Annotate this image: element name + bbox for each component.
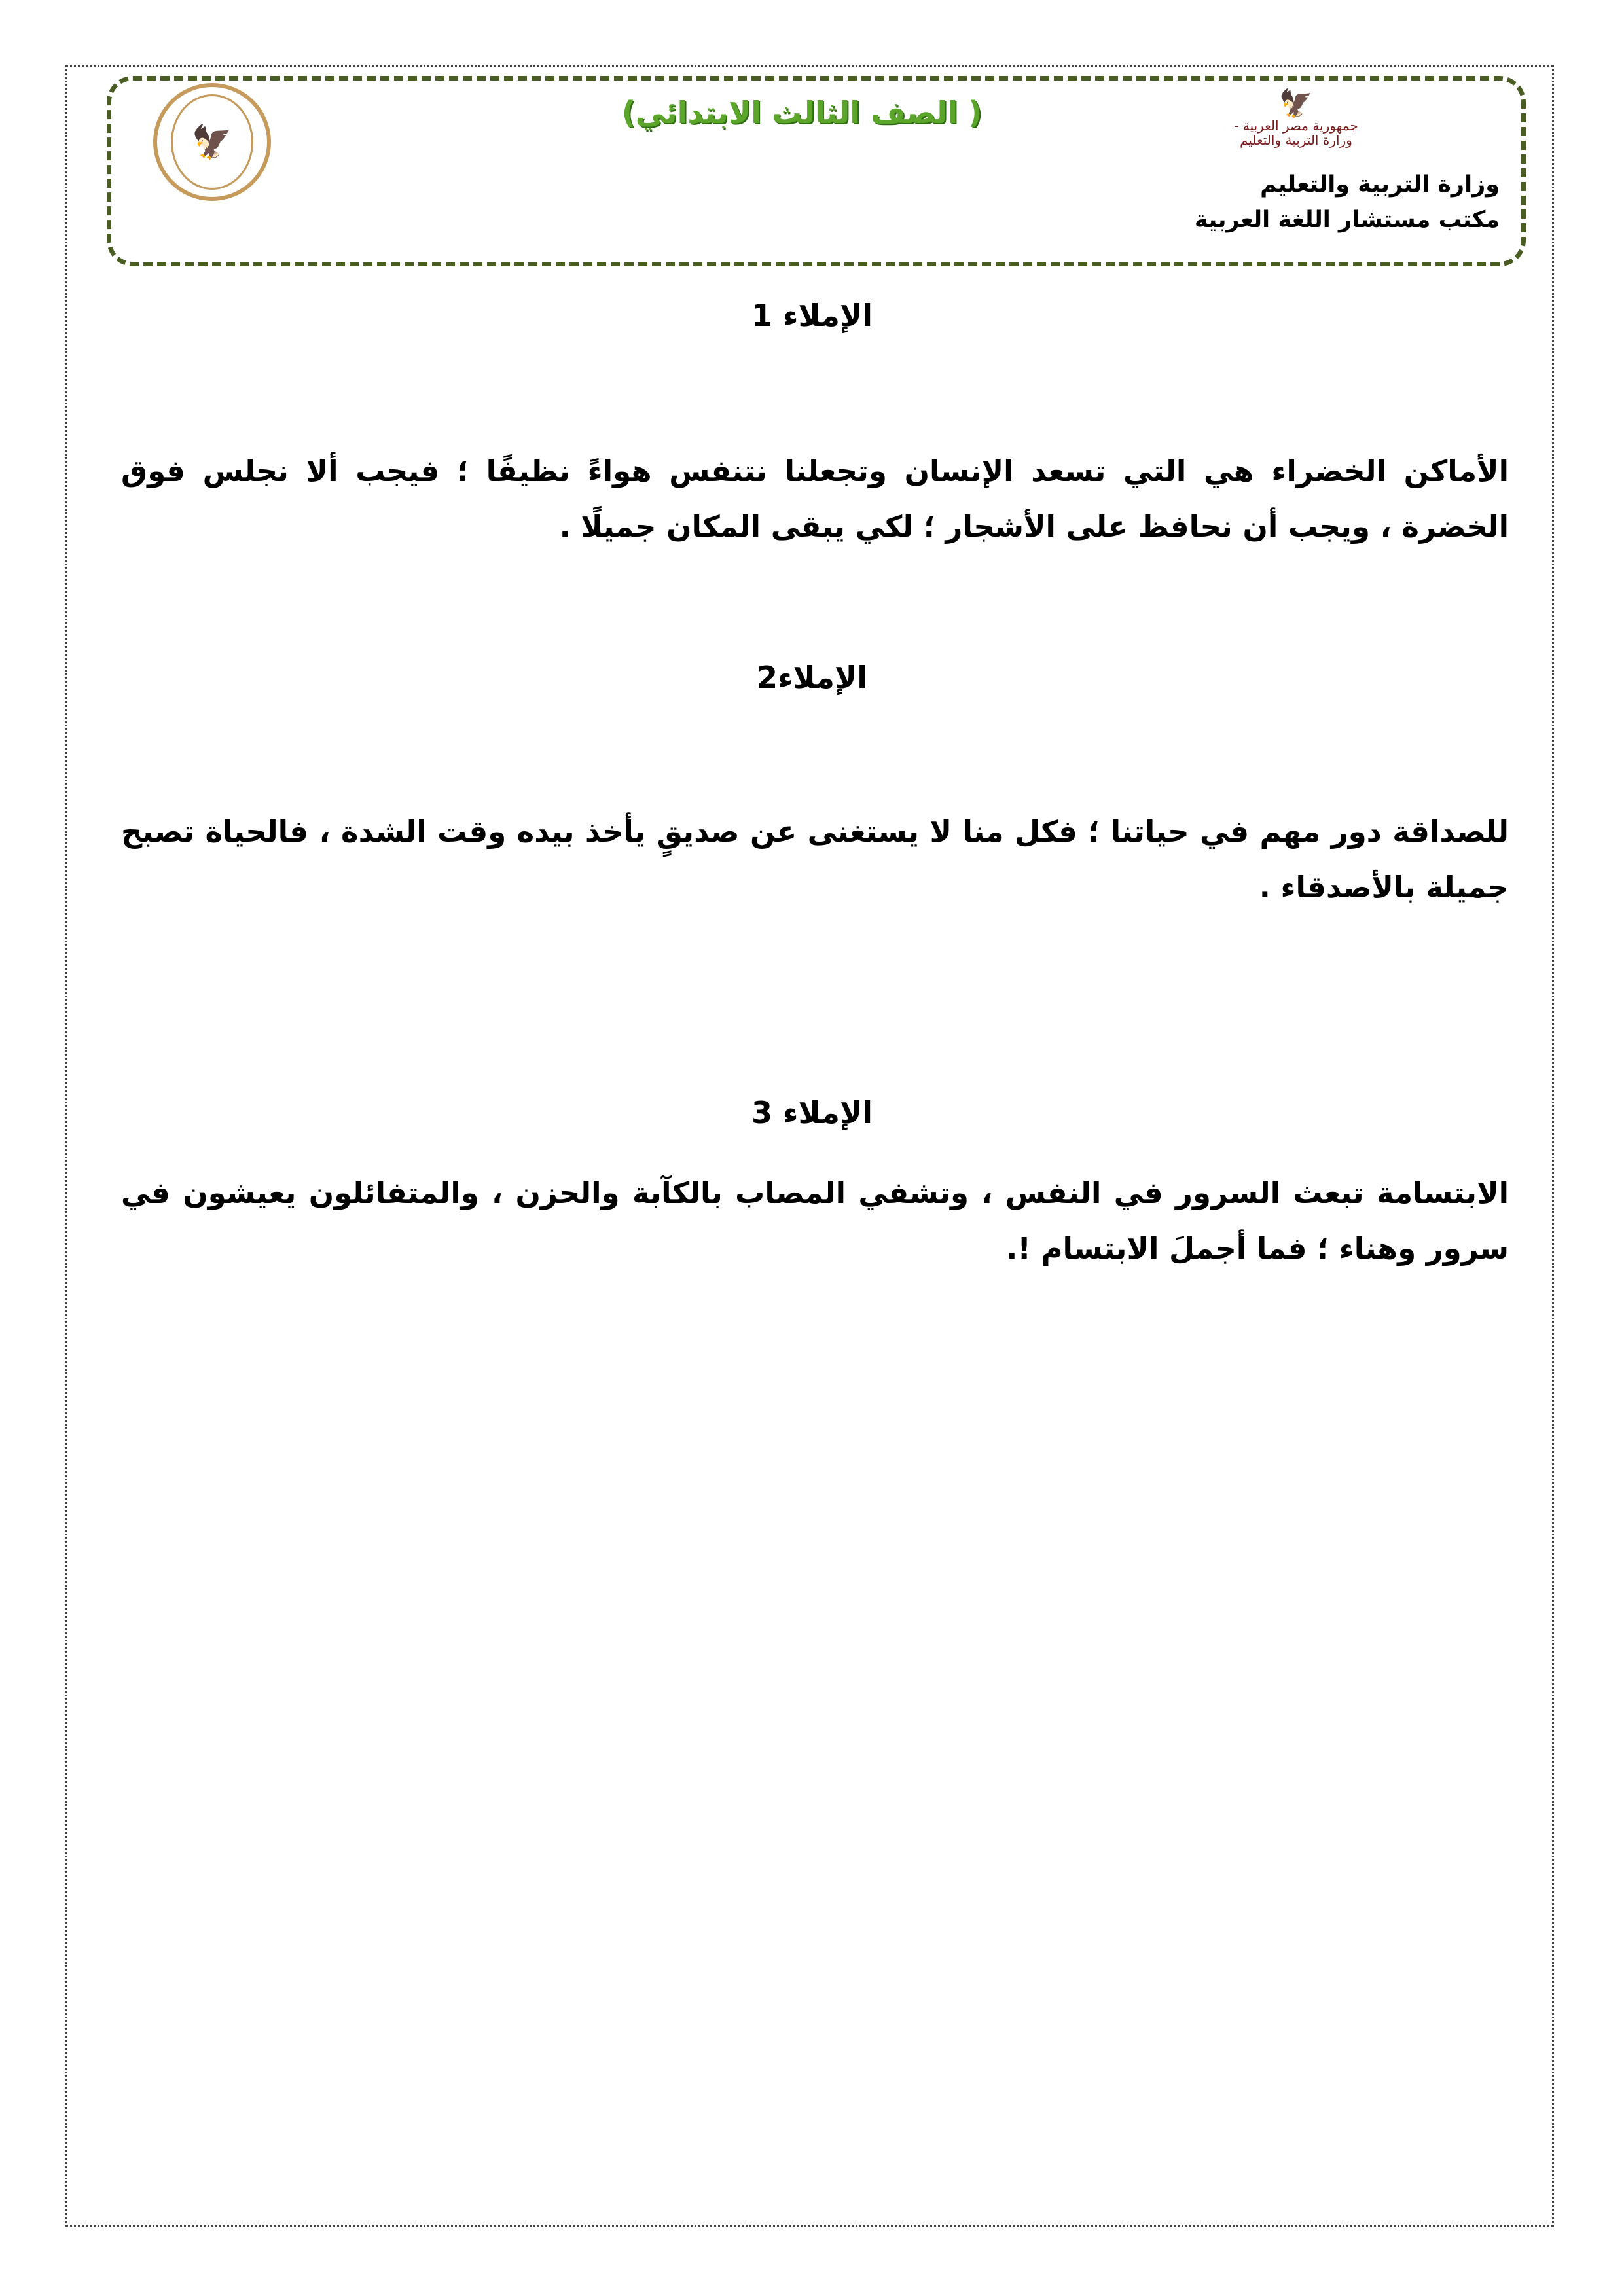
office-name: مكتب مستشار اللغة العربية [1194,207,1500,233]
page-border [65,65,1554,2227]
dictation-heading-2: الإملاء2 [757,660,867,695]
ministry-seal-logo [153,83,271,201]
grade-title: ( الصف الثالث الابتدائي) [621,95,983,130]
eagle-icon: 🦅 [171,94,253,190]
ministry-name: وزارة التربية والتعليم [1260,171,1500,198]
ministry-block [1195,167,1500,238]
dictation-text-3: الابتسامة تبعث السرور في النفس ، وتشفي المصاب بالكآبة والحزن ، والمتفائلون يعيشون في سرور وهناء ؛ فما أجملَ الابتسام !. [121,1175,1509,1266]
dictation-text-2: للصداقة دور مهم في حياتنا ؛ فكل منا لا يستغنى عن صديقٍ يأخذ بيده وقت الشدة ، فالحياة تصبح جميلة بالأصدقاء . [121,814,1509,905]
dictation-heading-1: الإملاء 1 [751,298,873,333]
dictation-heading-3: الإملاء 3 [751,1095,873,1130]
egypt-emblem-logo [1218,88,1375,147]
emblem-caption: جمهورية مصر العربية - وزارة التربية والتعليم [1234,118,1358,148]
eagle-icon: 🦅 [1278,87,1314,119]
dictation-text-1: الأماكن الخضراء هي التي تسعد الإنسان وتجعلنا نتنفس هواءً نظيفًا ؛ فيجب ألا نجلس فوق الخضرة ، ويجب أن نحافظ على الأشجار ؛ لكي يبقى المكان جميلًا . [121,454,1509,544]
